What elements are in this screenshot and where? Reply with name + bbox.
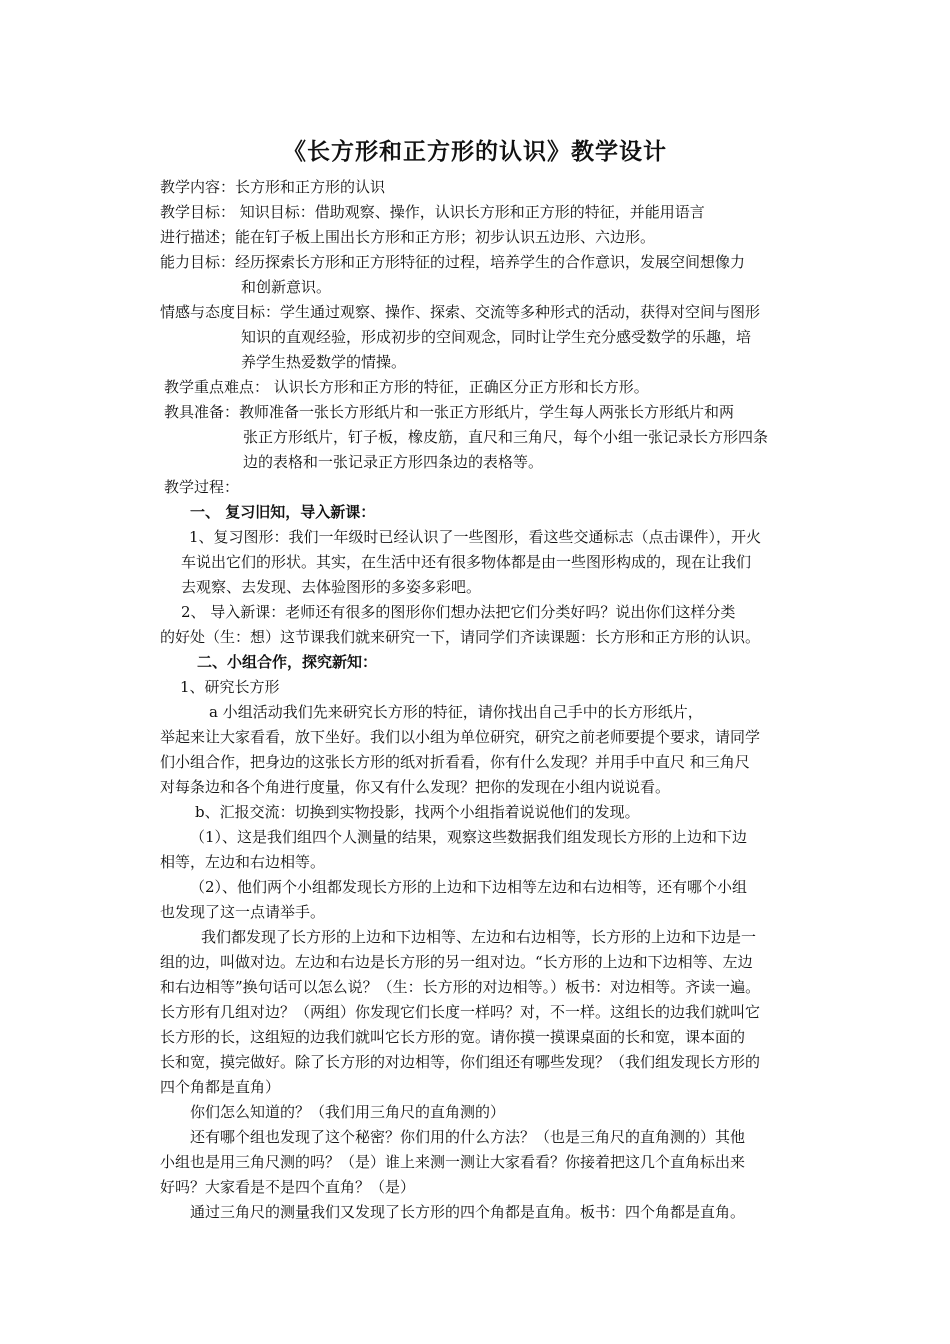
text-line: 教学目标： 知识目标：借助观察、操作，认识长方形和正方形的特征，并能用语言 xyxy=(160,203,705,221)
text-line: a 小组活动我们先来研究长方形的特征，请你找出自己手中的长方形纸片， xyxy=(209,703,703,721)
text-line: 进行描述；能在钉子板上围出长方形和正方形；初步认识五边形、六边形。 xyxy=(160,228,656,246)
text-line: 1、研究长方形 xyxy=(180,678,280,696)
text-line: 相等，左边和右边相等。 xyxy=(160,853,326,871)
text-line: 去观察、去发现、去体验图形的多姿多彩吧。 xyxy=(181,578,482,596)
text-line: 情感与态度目标：学生通过观察、操作、探索、交流等多种形式的活动，获得对空间与图形 xyxy=(160,303,761,321)
text-line: 1、复习图形：我们一年级时已经认识了一些图形，看这些交通标志（点击课件），开火 xyxy=(189,528,762,546)
text-line: 和创新意识。 xyxy=(241,278,332,296)
text-line: 小组也是用三角尺测的吗？（是）谁上来测一测让大家看看？你接着把这几个直角标出来 xyxy=(160,1153,746,1171)
text-line: 教具准备：教师准备一张长方形纸片和一张正方形纸片，学生每人两张长方形纸片和两 xyxy=(164,403,735,421)
text-line: 教学重点难点： 认识长方形和正方形的特征，正确区分正方形和长方形。 xyxy=(164,378,649,396)
text-line: 你们怎么知道的？（我们用三角尺的直角测的） xyxy=(190,1103,506,1121)
text-line: 长方形有几组对边？（两组）你发现它们长度一样吗？对，不一样。这组长的边我们就叫它 xyxy=(160,1003,761,1021)
text-line: 对每条边和各个角进行度量，你又有什么发现？把你的发现在小组内说说看。 xyxy=(160,778,671,796)
text-line: 教学内容：长方形和正方形的认识 xyxy=(160,178,386,196)
text-line: 四个角都是直角） xyxy=(160,1078,281,1096)
text-line: 我们都发现了长方形的上边和下边相等、左边和右边相等，长方形的上边和下边是一 xyxy=(201,928,757,946)
text-line: 还有哪个组也发现了这个秘密？你们用的什么方法？（也是三角尺的直角测的）其他 xyxy=(190,1128,746,1146)
text-line: 的好处（生：想）这节课我们就来研究一下，请同学们齐读课题：长方形和正方形的认识。 xyxy=(160,628,761,646)
text-line: 组的边，叫做对边。左边和右边是长方形的另一组对边。“长方形的上边和下边相等、左边 xyxy=(160,953,753,971)
text-line: 边的表格和一张记录正方形四条边的表格等。 xyxy=(243,453,544,471)
text-line: 车说出它们的形状。其实，在生活中还有很多物体都是由一些图形构成的，现在让我们 xyxy=(181,553,752,571)
text-line: 也发现了这一点请举手。 xyxy=(160,903,326,921)
text-line: 知识的直观经验，形成初步的空间观念，同时让学生充分感受数学的乐趣，培 xyxy=(241,328,752,346)
text-line: 教学过程： xyxy=(164,478,240,496)
text-line: 举起来让大家看看，放下坐好。我们以小组为单位研究，研究之前老师要提个要求，请同学 xyxy=(160,728,761,746)
text-line: （1）、这是我们组四个人测量的结果，观察这些数据我们组发现长方形的上边和下边 xyxy=(190,828,748,846)
text-line: 长方形的长，这组短的边我们就叫它长方形的宽。请你摸一摸课桌面的长和宽，课本面的 xyxy=(160,1028,746,1046)
text-line: 好吗？大家看是不是四个直角？（是） xyxy=(160,1178,416,1196)
text-line: 和右边相等”换句话可以怎么说？（生：长方形的对边相等。）板书：对边相等。齐读一遍。 xyxy=(160,978,761,996)
text-line: 张正方形纸片，钉子板，橡皮筋，直尺和三角尺，每个小组一张记录长方形四条 xyxy=(243,428,769,446)
section-heading: 二、小组合作，探究新知： xyxy=(197,653,378,671)
text-line: 通过三角尺的测量我们又发现了长方形的四个角都是直角。板书：四个角都是直角。 xyxy=(190,1203,746,1221)
text-line: 能力目标：经历探索长方形和正方形特征的过程，培养学生的合作意识，发展空间想像力 xyxy=(160,253,746,271)
text-line: （2）、他们两个小组都发现长方形的上边和下边相等左边和右边相等，还有哪个小组 xyxy=(190,878,748,896)
text-line: 2、 导入新课：老师还有很多的图形你们想办法把它们分类好吗？说出你们这样分类 xyxy=(181,603,736,621)
text-line: 养学生热爱数学的情操。 xyxy=(241,353,407,371)
section-heading: 一、 复习旧知，导入新课： xyxy=(190,503,376,521)
text-line: 长和宽，摸完做好。除了长方形的对边相等，你们组还有哪些发现？（我们组发现长方形的 xyxy=(160,1053,761,1071)
text-line: b、汇报交流：切换到实物投影，找两个小组指着说说他们的发现。 xyxy=(195,803,640,821)
document-title: 《长方形和正方形的认识》教学设计 xyxy=(283,138,667,165)
text-line: 们小组合作，把身边的这张长方形的纸对折看看，你有什么发现？并用手中直尺 和三角尺 xyxy=(160,753,750,771)
